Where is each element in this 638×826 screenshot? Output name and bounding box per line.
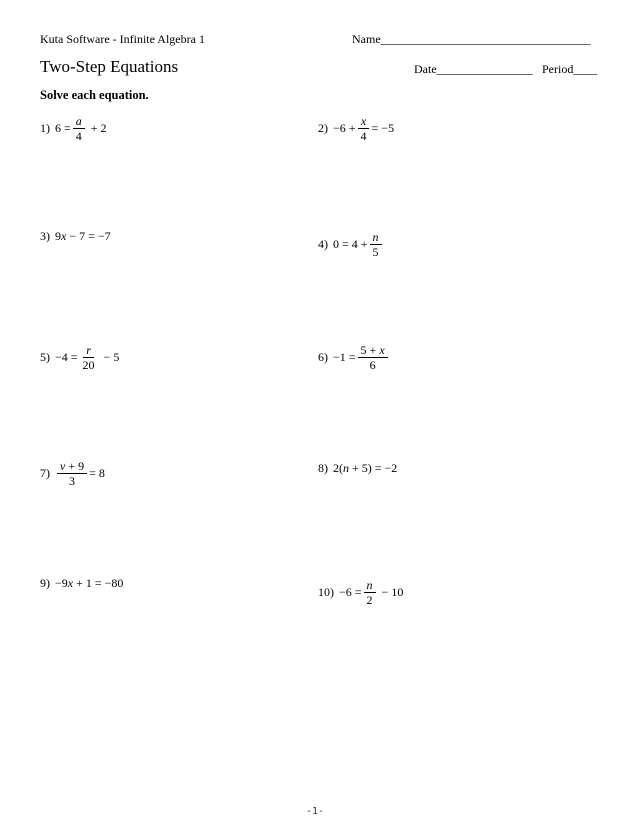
equation-lhs: −6 + xyxy=(333,121,356,135)
equation-rest: + 1 = −80 xyxy=(76,576,124,590)
equation-rest: − 7 = −7 xyxy=(69,229,111,243)
fraction xyxy=(358,344,388,371)
fraction xyxy=(73,115,85,142)
problem-8 xyxy=(318,461,397,476)
problem-number: 7) xyxy=(40,466,50,480)
fraction-denominator: 2 xyxy=(366,593,373,607)
problem-4 xyxy=(318,231,384,258)
problem-6 xyxy=(318,344,390,371)
fraction xyxy=(80,344,98,371)
fraction-denominator: 6 xyxy=(369,358,376,372)
equation-rhs: = 8 xyxy=(89,466,105,480)
fraction xyxy=(370,231,382,258)
problem-7 xyxy=(40,460,105,487)
problem-number: 1) xyxy=(40,121,50,135)
fraction-denominator: 20 xyxy=(82,358,95,372)
equation-rhs: − 10 xyxy=(381,585,404,599)
fraction-denominator: 3 xyxy=(69,474,76,488)
equation-variable: x xyxy=(67,576,74,590)
problem-number: 2) xyxy=(318,121,328,135)
equation-lhs: −4 = xyxy=(55,350,78,364)
problem-2 xyxy=(318,115,394,142)
fraction-numerator: x xyxy=(358,115,369,129)
problem-1 xyxy=(40,115,107,142)
equation-rhs: − 5 xyxy=(103,350,120,364)
problem-number: 6) xyxy=(318,350,328,364)
period-field[interactable]: Period____ xyxy=(542,62,598,76)
name-field[interactable]: Name___________________________________ xyxy=(352,32,591,46)
problem-number: 10) xyxy=(318,585,334,599)
problem-9 xyxy=(40,576,123,591)
fraction-numerator: a xyxy=(73,115,85,129)
publisher-label: Kuta Software - Infinite Algebra 1 xyxy=(40,32,205,46)
fraction-numerator: v + 9 xyxy=(57,460,87,474)
fraction-numerator: n xyxy=(370,231,382,245)
instructions: Solve each equation. xyxy=(40,88,149,102)
equation-lhs: 6 = xyxy=(55,121,71,135)
equation-variable: n xyxy=(343,461,349,475)
equation-coefficient: 2( xyxy=(333,461,343,475)
equation-lhs: −1 = xyxy=(333,350,356,364)
problem-number: 3) xyxy=(40,229,50,243)
equation-rest: + 5) = −2 xyxy=(352,461,398,475)
page-number: -1- xyxy=(306,806,325,817)
equation-rhs: + 2 xyxy=(90,121,107,135)
fraction-denominator: 5 xyxy=(372,245,379,259)
date-field[interactable]: Date________________ xyxy=(414,62,533,76)
fraction xyxy=(57,460,87,487)
fraction-numerator: 5 + x xyxy=(358,344,388,358)
problem-3 xyxy=(40,229,111,244)
equation-coefficient: 9 xyxy=(55,229,61,243)
fraction xyxy=(358,115,370,142)
equation-lhs: 0 = 4 + xyxy=(333,237,368,251)
equation-coefficient: −9 xyxy=(55,576,68,590)
equation-rhs: = −5 xyxy=(371,121,395,135)
problem-number: 8) xyxy=(318,461,328,475)
worksheet-title: Two-Step Equations xyxy=(40,57,179,76)
problem-number: 5) xyxy=(40,350,50,364)
fraction-numerator: r xyxy=(83,344,94,358)
equation-variable: x xyxy=(61,229,67,243)
problem-number: 9) xyxy=(40,576,50,590)
problem-5 xyxy=(40,344,119,371)
fraction-denominator: 4 xyxy=(360,129,367,143)
fraction-numerator: n xyxy=(364,579,376,593)
fraction xyxy=(364,579,376,606)
fraction-denominator: 4 xyxy=(75,129,82,143)
equation-lhs: −6 = xyxy=(339,585,362,599)
problem-10 xyxy=(318,579,403,606)
problem-number: 4) xyxy=(318,237,328,251)
